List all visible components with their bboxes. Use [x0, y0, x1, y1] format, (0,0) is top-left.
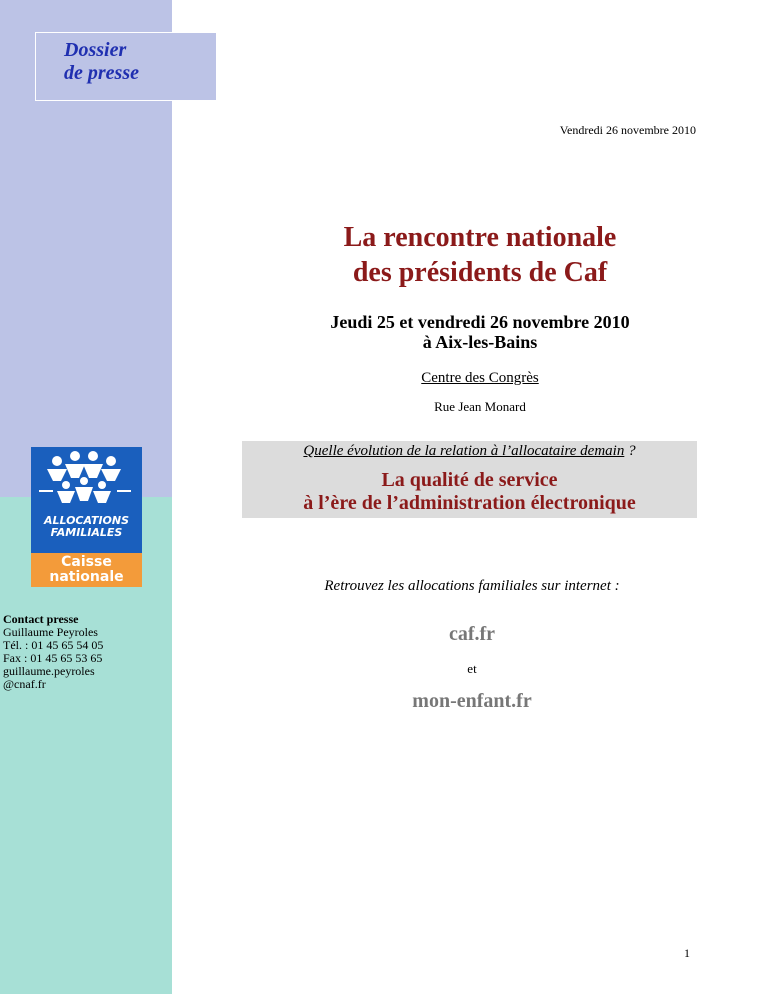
- contact-email-line2: @cnaf.fr: [3, 677, 46, 691]
- press-contact: [3, 613, 163, 691]
- family-figures-icon: [31, 447, 142, 515]
- logo-line1: ALLOCATIONS: [43, 514, 130, 527]
- venue-street: Rue Jean Monard: [434, 399, 526, 414]
- theme-question: [242, 443, 697, 460]
- logo-line4: nationale: [49, 569, 124, 585]
- contact-name: Guillaume Peyroles: [3, 625, 98, 639]
- contact-fax: Fax : 01 45 65 53 65: [3, 651, 103, 665]
- dossier-label: [64, 39, 139, 85]
- theme-title: [242, 469, 697, 515]
- theme-question-text: Quelle évolution de la relation à l’allocataire demain: [303, 443, 625, 459]
- dossier-line2: de presse: [64, 62, 139, 84]
- page-title: [260, 220, 700, 290]
- dossier-de-presse-box: [35, 32, 217, 101]
- publication-date: Vendredi 26 novembre 2010: [559, 123, 696, 137]
- theme-title-line1: La qualité de service: [381, 469, 558, 491]
- page-number: 1: [684, 946, 690, 960]
- logo-blue-panel: [31, 447, 142, 553]
- mon-enfant-link[interactable]: mon-enfant.fr: [412, 690, 532, 712]
- dates-line2: à Aix-les-Bains: [422, 332, 538, 352]
- theme-box: [242, 441, 697, 518]
- logo-orange-panel: [31, 553, 142, 587]
- theme-question-mark: ?: [624, 443, 636, 459]
- event-dates: [260, 312, 700, 352]
- logo-allocations-text: [31, 515, 142, 539]
- caf-logo: [31, 447, 142, 587]
- web-intro: Retrouvez les allocations familiales sur internet :: [324, 578, 620, 594]
- contact-heading: Contact presse: [3, 612, 79, 626]
- caf-link[interactable]: caf.fr: [448, 623, 496, 645]
- logo-line2: FAMILIALES: [50, 526, 123, 539]
- venue-name: Centre des Congrès: [421, 370, 539, 386]
- title-line1: La rencontre nationale: [343, 222, 617, 253]
- dossier-line1: Dossier: [64, 39, 127, 61]
- contact-phone: Tél. : 01 45 65 54 05: [3, 638, 104, 652]
- contact-email-line1: guillaume.peyroles: [3, 664, 95, 678]
- title-line2: des présidents de Caf: [352, 257, 608, 288]
- logo-line3: Caisse: [61, 554, 112, 570]
- and-text: et: [467, 661, 477, 676]
- theme-title-line2: à l’ère de l’administration électronique: [303, 492, 636, 514]
- dates-line1: Jeudi 25 et vendredi 26 novembre 2010: [330, 312, 630, 332]
